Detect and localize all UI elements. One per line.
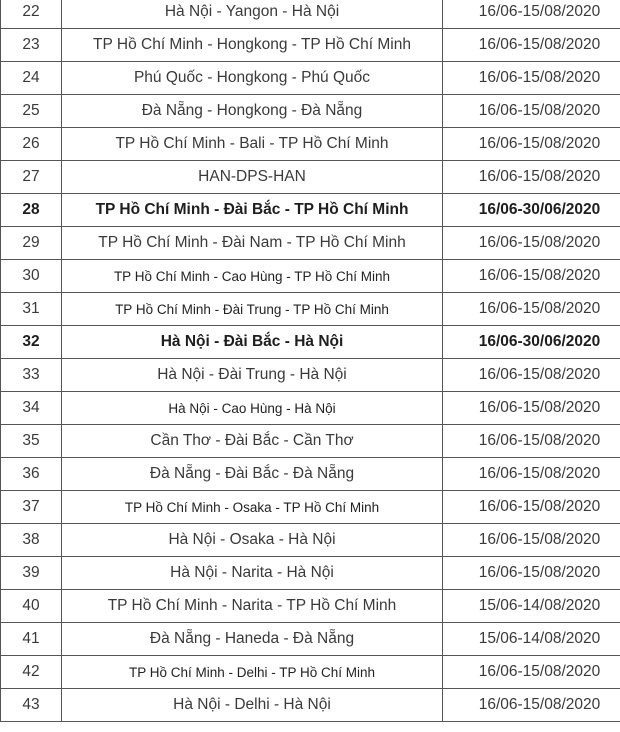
route-cell: TP Hồ Chí Minh - Hongkong - TP Hồ Chí Minh — [62, 29, 443, 62]
row-number-cell: 36 — [1, 458, 62, 491]
table-body — [1, 0, 620, 722]
row-number-cell: 22 — [1, 0, 62, 29]
table-row — [1, 161, 620, 194]
route-cell: Đà Nẵng - Haneda - Đà Nẵng — [62, 623, 443, 656]
row-number-cell: 24 — [1, 62, 62, 95]
route-cell: TP Hồ Chí Minh - Narita - TP Hồ Chí Minh — [62, 590, 443, 623]
route-cell: Hà Nội - Osaka - Hà Nội — [62, 524, 443, 557]
row-number-cell: 33 — [1, 359, 62, 392]
period-cell: 16/06-15/08/2020 — [443, 491, 620, 524]
row-number-cell: 31 — [1, 293, 62, 326]
row-number-cell: 23 — [1, 29, 62, 62]
period-cell: 16/06-15/08/2020 — [443, 260, 620, 293]
row-number-cell: 37 — [1, 491, 62, 524]
period-cell: 16/06-30/06/2020 — [443, 194, 620, 227]
table-row — [1, 392, 620, 425]
table-row — [1, 491, 620, 524]
period-cell: 16/06-15/08/2020 — [443, 656, 620, 689]
period-cell: 16/06-15/08/2020 — [443, 0, 620, 29]
route-cell: Phú Quốc - Hongkong - Phú Quốc — [62, 62, 443, 95]
row-number-cell: 34 — [1, 392, 62, 425]
row-number-cell: 39 — [1, 557, 62, 590]
period-cell: 16/06-15/08/2020 — [443, 458, 620, 491]
table-row — [1, 0, 620, 29]
route-cell: TP Hồ Chí Minh - Đài Nam - TP Hồ Chí Minh — [62, 227, 443, 260]
period-cell: 16/06-15/08/2020 — [443, 359, 620, 392]
row-number-cell: 30 — [1, 260, 62, 293]
table-row — [1, 128, 620, 161]
row-number-cell: 25 — [1, 95, 62, 128]
period-cell: 15/06-14/08/2020 — [443, 623, 620, 656]
table-row — [1, 29, 620, 62]
route-cell: TP Hồ Chí Minh - Delhi - TP Hồ Chí Minh — [62, 656, 443, 689]
period-cell: 16/06-15/08/2020 — [443, 557, 620, 590]
period-cell: 16/06-15/08/2020 — [443, 689, 620, 722]
route-cell: Đà Nẵng - Đài Bắc - Đà Nẵng — [62, 458, 443, 491]
row-number-cell: 38 — [1, 524, 62, 557]
period-cell: 16/06-15/08/2020 — [443, 425, 620, 458]
period-cell: 16/06-15/08/2020 — [443, 161, 620, 194]
route-cell: Hà Nội - Cao Hùng - Hà Nội — [62, 392, 443, 425]
row-number-cell: 26 — [1, 128, 62, 161]
row-number-cell: 29 — [1, 227, 62, 260]
route-cell: Cần Thơ - Đài Bắc - Cần Thơ — [62, 425, 443, 458]
route-cell: Hà Nội - Delhi - Hà Nội — [62, 689, 443, 722]
table-row — [1, 194, 620, 227]
route-cell: HAN-DPS-HAN — [62, 161, 443, 194]
table-row — [1, 656, 620, 689]
route-cell: Hà Nội - Đài Trung - Hà Nội — [62, 359, 443, 392]
row-number-cell: 35 — [1, 425, 62, 458]
route-cell: TP Hồ Chí Minh - Osaka - TP Hồ Chí Minh — [62, 491, 443, 524]
period-cell: 16/06-15/08/2020 — [443, 392, 620, 425]
table-row — [1, 557, 620, 590]
row-number-cell: 27 — [1, 161, 62, 194]
route-cell: Hà Nội - Yangon - Hà Nội — [62, 0, 443, 29]
period-cell: 16/06-15/08/2020 — [443, 62, 620, 95]
table-row — [1, 359, 620, 392]
route-cell: TP Hồ Chí Minh - Cao Hùng - TP Hồ Chí Minh — [62, 260, 443, 293]
period-cell: 16/06-30/06/2020 — [443, 326, 620, 359]
period-cell: 16/06-15/08/2020 — [443, 293, 620, 326]
row-number-cell: 42 — [1, 656, 62, 689]
route-cell: TP Hồ Chí Minh - Đài Trung - TP Hồ Chí Minh — [62, 293, 443, 326]
period-cell: 16/06-15/08/2020 — [443, 128, 620, 161]
table-row — [1, 62, 620, 95]
table-row — [1, 689, 620, 722]
table-row — [1, 260, 620, 293]
period-cell: 16/06-15/08/2020 — [443, 524, 620, 557]
period-cell: 16/06-15/08/2020 — [443, 227, 620, 260]
table-row — [1, 590, 620, 623]
row-number-cell: 40 — [1, 590, 62, 623]
row-number-cell: 41 — [1, 623, 62, 656]
table-row — [1, 458, 620, 491]
row-number-cell: 28 — [1, 194, 62, 227]
period-cell: 16/06-15/08/2020 — [443, 95, 620, 128]
route-cell: Hà Nội - Đài Bắc - Hà Nội — [62, 326, 443, 359]
row-number-cell: 32 — [1, 326, 62, 359]
table-row — [1, 425, 620, 458]
table-row — [1, 227, 620, 260]
route-cell: TP Hồ Chí Minh - Đài Bắc - TP Hồ Chí Minh — [62, 194, 443, 227]
table-row — [1, 623, 620, 656]
table-row — [1, 524, 620, 557]
route-cell: Hà Nội - Narita - Hà Nội — [62, 557, 443, 590]
table-row — [1, 293, 620, 326]
table-row — [1, 95, 620, 128]
period-cell: 16/06-15/08/2020 — [443, 29, 620, 62]
row-number-cell: 43 — [1, 689, 62, 722]
table-row — [1, 326, 620, 359]
period-cell: 15/06-14/08/2020 — [443, 590, 620, 623]
route-cell: Đà Nẵng - Hongkong - Đà Nẵng — [62, 95, 443, 128]
route-cell: TP Hồ Chí Minh - Bali - TP Hồ Chí Minh — [62, 128, 443, 161]
